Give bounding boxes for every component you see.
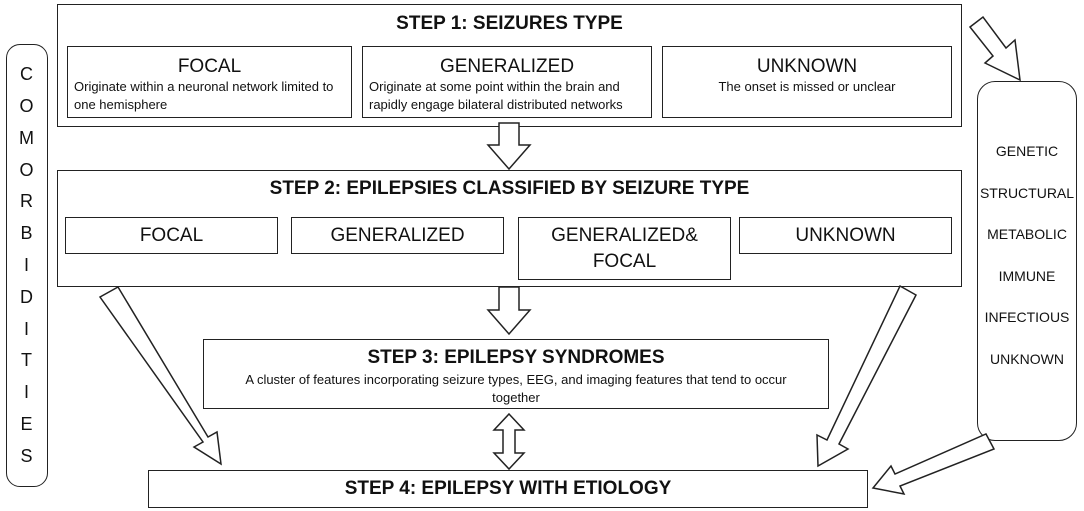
etiology-item-infectious: INFECTIOUS: [984, 309, 1070, 326]
double-arrow-step3-step4: [494, 414, 524, 469]
comorbidities-letter: B: [20, 223, 34, 244]
step3-title: STEP 3: EPILEPSY SYNDROMES: [367, 347, 665, 368]
comorbidities-letter: S: [20, 445, 34, 466]
etiology-item-metabolic: METABOLIC: [987, 226, 1067, 243]
etiology-item-structural: STRUCTURAL: [979, 184, 1075, 201]
comorbidities-letter: I: [23, 254, 30, 275]
step1-generalized-box: [362, 46, 652, 118]
comorbidities-letter: T: [21, 350, 33, 371]
step3-container: [203, 339, 829, 409]
step1-generalized-desc: Originate at some point within the brain and rapidly engage bilateral distributed networks: [369, 79, 623, 112]
down-arrow-step2-step3: [488, 287, 530, 334]
step1-generalized-heading: GENERALIZED: [439, 56, 575, 77]
arrow-step1-etiology: [970, 17, 1020, 80]
comorbidities-letter: I: [23, 382, 30, 403]
step1-unknown-box: [662, 46, 952, 118]
etiology-item-unknown: UNKNOWN: [990, 350, 1064, 367]
comorbidities-letter: R: [20, 191, 34, 212]
arrow-step2-step4-right: [817, 286, 916, 466]
etiology-item-immune: IMMUNE: [998, 267, 1056, 284]
comorbidities-box: [6, 44, 48, 487]
step4-box: STEP 4: EPILEPSY WITH ETIOLOGY: [148, 470, 868, 508]
comorbidities-letter: D: [20, 286, 34, 307]
step1-focal-desc: Originate within a neuronal network limited to one hemisphere: [74, 79, 334, 112]
step1-focal-box: [67, 46, 352, 118]
comorbidities-letter: E: [20, 413, 34, 434]
etiology-item-genetic: GENETIC: [995, 143, 1059, 160]
down-arrow-step1-step2: [488, 123, 530, 169]
step1-focal-heading: FOCAL: [177, 56, 242, 77]
arrow-etiology-step4: [873, 434, 994, 494]
step2-title: STEP 2: EPILEPSIES CLASSIFIED BY SEIZURE TYPE: [269, 178, 750, 199]
comorbidities-letter: C: [20, 64, 34, 85]
step2-focal-box: FOCAL: [65, 217, 278, 254]
step1-unknown-desc: The onset is missed or unclear: [718, 79, 896, 94]
step1-unknown-heading: UNKNOWN: [756, 56, 858, 77]
step2-unknown-box: UNKNOWN: [739, 217, 952, 254]
step2-generalized-focal-box: GENERALIZED& FOCAL: [518, 217, 731, 280]
etiology-box: [977, 81, 1077, 441]
comorbidities-letter: O: [19, 96, 35, 117]
comorbidities-letter: I: [23, 318, 30, 339]
step2-generalized-box: GENERALIZED: [291, 217, 504, 254]
comorbidities-letter: M: [19, 127, 35, 148]
step1-title: STEP 1: SEIZURES TYPE: [396, 13, 623, 34]
comorbidities-letter: O: [19, 159, 35, 180]
step3-desc: A cluster of features incorporating seizure types, EEG, and imaging features that tend to occur together: [245, 372, 787, 405]
